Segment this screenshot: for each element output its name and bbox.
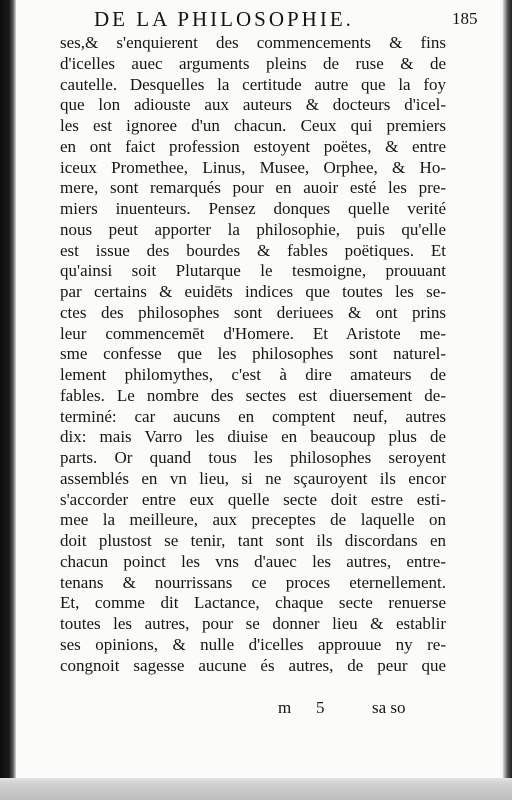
- text-line: fables. Le nombre des sectes est diuersement de-: [60, 385, 446, 405]
- running-title: DE LA PHILOSOPHIE.: [94, 7, 354, 31]
- page-edge-shadow: [502, 0, 512, 800]
- signature-mark: m: [278, 698, 292, 717]
- page-footer: [60, 697, 446, 719]
- text-line: s'accorder entre eux quelle secte doit estre esti-: [60, 489, 446, 509]
- text-line: est issue des bourdes & fables poëtiques. Et: [60, 240, 446, 260]
- text-line: congnoit sagesse aucune és autres, de peur que: [60, 655, 446, 675]
- text-line: d'icelles auec arguments pleins de ruse & de: [60, 53, 446, 73]
- text-line: doit plustost se tenir, tant sont ils discordans en: [60, 531, 446, 550]
- text-line: terminé: car aucuns en comptent neuf, autres: [60, 406, 446, 426]
- bottom-margin-shadow: [0, 778, 512, 800]
- text-line: cautelle. Desquelles la certitude autre que la foy: [60, 74, 446, 94]
- text-line: toutes les autres, pour se donner lieu & establir: [60, 614, 446, 633]
- text-line: en ont faict profession estoyent poëtes, & entre: [60, 136, 446, 156]
- text-line: ses,& s'enquierent des commencements & fins: [60, 33, 446, 52]
- page-number: 185: [452, 9, 478, 28]
- text-line: mere, sont remarqués pour en auoir esté les pre-: [60, 178, 446, 198]
- text-line: iceux Promethee, Linus, Musee, Orphee, & Ho-: [60, 157, 446, 177]
- signature-number: 5: [316, 698, 325, 717]
- text-line: parts. Or quand tous les philosophes seroyent: [60, 448, 446, 467]
- catchword: sa so: [372, 698, 406, 717]
- binding-gutter: [0, 0, 16, 800]
- text-line: leur commencemēt d'Homere. Et Aristote me-: [60, 323, 446, 343]
- text-line: tenans & nourrissans ce proces eternellement.: [60, 572, 446, 592]
- text-line: ctes des philosophes sont deriuees & ont prins: [60, 302, 446, 322]
- text-line: qu'ainsi soit Plutarque le tesmoigne, prouuant: [60, 261, 446, 281]
- text-line: les est ignoree d'un chacun. Ceux qui premiers: [60, 116, 446, 135]
- text-line: sme confesse que les philosophes sont naturel-: [60, 344, 446, 364]
- text-line: mee la meilleure, aux preceptes de laquelle on: [60, 510, 446, 530]
- text-line: nous peut apporter la philosophie, puis qu'elle: [60, 219, 446, 239]
- text-line: ses opinions, & nulle d'icelles approuue ny re-: [60, 634, 446, 654]
- text-line: Et, comme dit Lactance, chaque secte renuerse: [60, 593, 446, 613]
- text-line: chacun poinct les vns d'auec les autres, entre-: [60, 551, 446, 571]
- text-line: assemblés en vn lieu, si ne sçauroyent ils encor: [60, 468, 446, 488]
- text-line: lement philomythes, c'est à dire amateurs de: [60, 365, 446, 384]
- page-header: [0, 0, 512, 34]
- text-line: dix: mais Varro les diuise en beaucoup plus de: [60, 427, 446, 447]
- text-line: par certains & euidēts indices que toutes les se-: [60, 282, 446, 301]
- body-text: [60, 33, 446, 676]
- text-line: miers inuenteurs. Pensez donques quelle verité: [60, 199, 446, 218]
- text-line: que lon adiouste aux auteurs & docteurs d'icel-: [60, 95, 446, 115]
